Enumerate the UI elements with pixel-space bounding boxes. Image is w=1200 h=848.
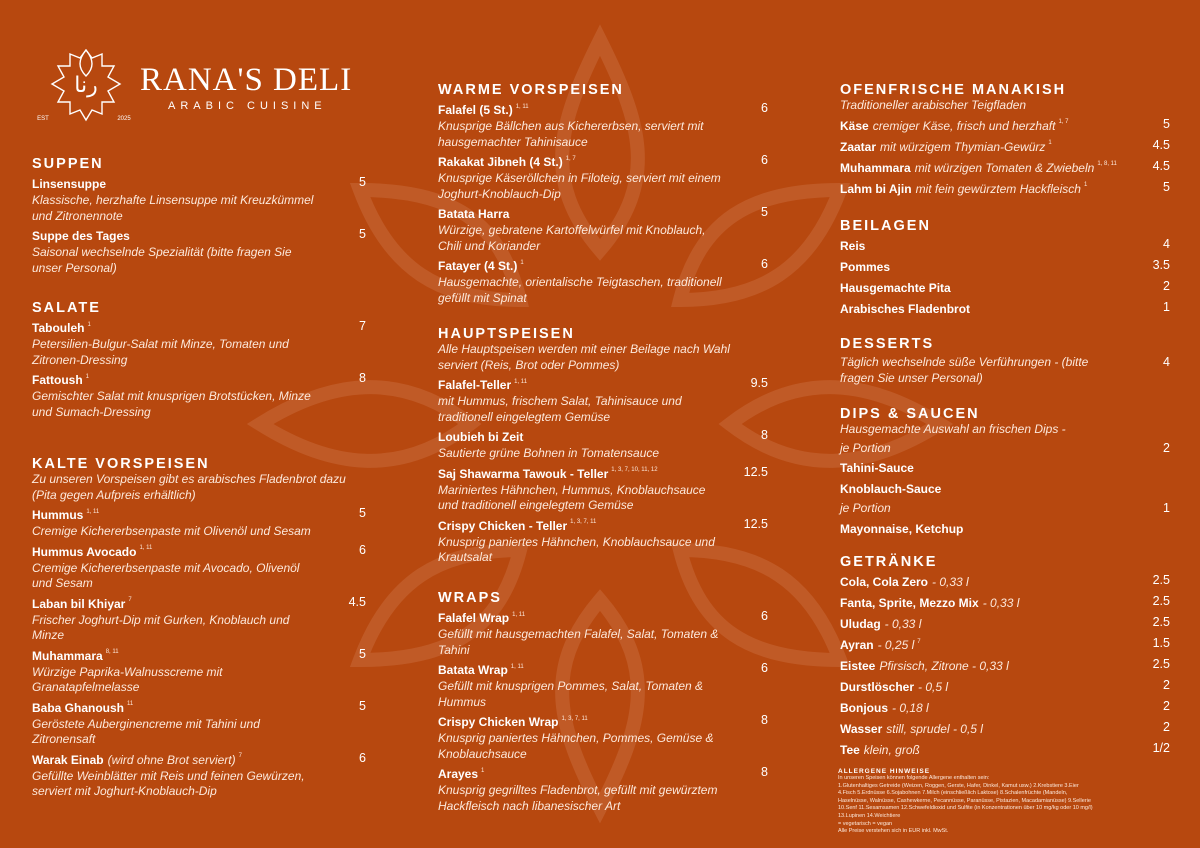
item-price: 6 [761, 153, 768, 167]
item-note: - 0,33 l [884, 617, 922, 631]
section-title: OFENFRISCHE MANAKISH [840, 82, 1067, 98]
item-line [840, 258, 1124, 276]
item-name: Loubieh bi Zeit [438, 430, 524, 444]
item-note: Pfirsisch, Zitrone - 0,33 l [879, 659, 1009, 673]
item-line [840, 594, 1124, 612]
allergen-codes: 1 [481, 767, 485, 774]
item-line [32, 371, 320, 389]
menu-item [840, 657, 1170, 675]
item-line [840, 138, 1124, 156]
menu-section [840, 82, 1170, 198]
item-name: Durstlöscher [840, 680, 915, 694]
menu-item [840, 138, 1170, 156]
item-name: Crispy Chicken Wrap [438, 715, 559, 729]
menu-section [438, 82, 768, 306]
item-line [438, 609, 722, 627]
item-line [438, 765, 722, 783]
item-description: Gefüllt mit hausgemachten Falafel, Salat, Tomaten & Tahini [438, 627, 719, 657]
allergen-info [838, 768, 1168, 836]
item-price: 6 [761, 257, 768, 271]
item-name: Fattoush [32, 373, 83, 387]
allergen-codes: 1 [1048, 140, 1052, 147]
item-name: Batata Wrap [438, 663, 508, 677]
item-name: Mayonnaise, Ketchup [840, 521, 964, 536]
item-description: Gemischter Salat mit knusprigen Brotstücken, Minze und Sumach-Dressing [32, 389, 311, 419]
item-line [438, 257, 722, 275]
item-line [840, 699, 1124, 717]
menu-item [840, 501, 1170, 517]
item-line [840, 237, 1124, 255]
item-description: Sautierte grüne Bohnen in Tomatensauce [438, 446, 660, 460]
item-line [840, 573, 1124, 591]
item-price: 5 [1163, 179, 1170, 194]
item-name: Fanta, Sprite, Mezzo Mix [840, 596, 979, 610]
item-name: Falafel Wrap [438, 611, 510, 625]
allergen-line: 1.Glutenhaltiges Getreide (Weizen, Roggen, Gerste, Hafer, Dinkel, Kamut usw.) 2.Krebstiere 3.Eier [838, 782, 1079, 789]
allergen-codes: 1, 3, 7, 11 [570, 519, 597, 526]
item-note: - 0,5 l [918, 680, 949, 694]
menu-item [438, 609, 768, 658]
section-title: WRAPS [438, 590, 502, 606]
allergen-title: ALLERGENE HINWEISE [838, 768, 931, 775]
item-note: klein, groß [863, 743, 920, 757]
allergen-line: 4.Fisch 5.Erdnüsse 6.Sojabohnen 7.Milch (einschließlich Laktose) 8.Schalenfrüchte (Mandeln, [838, 790, 1068, 797]
item-description: Gefüllt mit knusprigen Pommes, Salat, Tomaten & Hummus [438, 679, 704, 709]
item-note: - 0,33 l [932, 575, 969, 589]
item-line [840, 459, 1124, 477]
item-name: Hummus Avocado [32, 544, 137, 559]
item-description: Knusprige Käseröllchen in Filoteig, serviert mit einem Joghurt-Knoblauch-Dip [438, 171, 721, 201]
item-price: 4.5 [348, 594, 366, 609]
item-name: Wasser [840, 722, 883, 736]
item-price: 2 [1163, 699, 1170, 713]
item-line [438, 101, 722, 119]
item-name: Batata Harra [438, 207, 510, 221]
menu-item [438, 205, 768, 254]
menu-item [32, 175, 366, 224]
section-title: SUPPEN [32, 156, 104, 172]
item-description: Klassische, herzhafte Linsensuppe mit Kreuzkümmel und Zitronennote [32, 193, 314, 223]
menu-section [840, 218, 1170, 318]
item-line [32, 595, 320, 613]
item-line [438, 465, 722, 483]
allergen-codes: 7 [128, 597, 132, 604]
menu-item [840, 741, 1170, 759]
item-name: Knoblauch-Sauce [840, 482, 942, 496]
allergen-line: 13.Lupinen 14.Weichtiere [838, 812, 901, 819]
menu-item [32, 543, 366, 592]
item-name: Uludag [840, 617, 881, 631]
section-title: DIPS & SAUCEN [840, 406, 980, 422]
menu-item [840, 258, 1170, 276]
item-name: Baba Ghanoush [32, 700, 125, 715]
allergen-codes: 1, 11 [515, 103, 529, 110]
menu-item [32, 506, 366, 540]
menu-item [32, 751, 366, 800]
item-name: Saj Shawarma Tawouk - Teller [438, 466, 609, 481]
item-line [438, 713, 722, 731]
item-price: 6 [761, 609, 768, 623]
brand-est: EST [37, 116, 49, 122]
item-note: mit fein gewürztem Hackfleisch [915, 181, 1081, 196]
item-line [840, 480, 1124, 498]
menu-item [840, 159, 1170, 177]
item-line [840, 279, 1124, 297]
menu-section [32, 456, 366, 800]
item-line [32, 175, 320, 193]
item-line [840, 520, 1124, 538]
menu-item [32, 319, 366, 368]
item-note: still, sprudel - 0,5 l [886, 722, 983, 736]
item-description: Saisonal wechselnde Spezialität (bitte fragen Sie unser Personal) [32, 245, 292, 275]
item-line [438, 376, 722, 394]
item-price: 2 [1163, 720, 1170, 734]
menu-item [840, 117, 1170, 135]
item-name: Rakakat Jibneh (4 St.) [438, 155, 563, 169]
item-name: Lahm bi Ajin [840, 181, 912, 196]
item-price: 5 [761, 205, 768, 219]
menu-item [32, 595, 366, 644]
allergen-codes: 1 [1083, 182, 1088, 189]
item-line [840, 180, 1124, 198]
item-price: 2 [1163, 678, 1170, 692]
section-subtitle: Zu unseren Vorspeisen gibt es arabisches Fladenbrot dazu (Pita gegen Aufpreis erhältlich) [32, 472, 346, 502]
item-name: Arabisches Fladenbrot [840, 302, 971, 316]
menu-section [32, 156, 366, 276]
item-description: Knusprige Bällchen aus Kichererbsen, serviert mit hausgemachter Tahinisauce [438, 119, 704, 149]
item-note: mit würzigem Thymian-Gewürz [880, 139, 1046, 154]
item-name: Cola, Cola Zero [840, 575, 929, 589]
item-name: Bonjous [840, 701, 888, 715]
item-name: Falafel-Teller [438, 378, 512, 392]
item-price: 12.5 [743, 516, 768, 531]
allergen-codes: 1 [87, 321, 91, 328]
item-name: Eistee [840, 659, 876, 673]
allergen-codes: 1, 3, 7, 11 [561, 715, 588, 722]
item-line [438, 428, 722, 446]
item-name: Warak Einab [32, 752, 104, 767]
menu-item [840, 441, 1170, 457]
svg-text:رنا: رنا [74, 73, 98, 98]
item-name: Pommes [840, 260, 891, 274]
section-title: BEILAGEN [840, 218, 931, 234]
menu-item [840, 720, 1170, 738]
item-price: 3.5 [1152, 258, 1170, 272]
menu-section [32, 300, 366, 420]
item-price: 6 [761, 101, 768, 115]
item-description: je Portion [840, 440, 891, 455]
item-price: 1 [1163, 300, 1170, 314]
item-price: 4 [1163, 237, 1170, 251]
item-note: cremiger Käse, frisch und herzhaft [872, 118, 1056, 133]
item-line [32, 543, 320, 561]
item-name: Crispy Chicken - Teller [438, 518, 568, 533]
section-title: SALATE [32, 300, 101, 316]
item-description: Würzige Paprika-Walnusscreme mit Granatapfelmelasse [32, 664, 223, 694]
item-description: Knusprig paniertes Hähnchen, Knoblauchsauce und Krautsalat [438, 534, 715, 564]
item-price: 2 [1163, 279, 1170, 293]
item-name: Tee [840, 743, 860, 757]
item-price: 2.5 [1152, 594, 1170, 608]
item-price: 6 [761, 661, 768, 675]
allergen-codes: 11 [127, 701, 134, 708]
item-price: 1 [1163, 501, 1170, 515]
item-name: Hausgemachte Pita [840, 281, 951, 295]
item-price: 4.5 [1152, 158, 1170, 173]
item-description: mit Hummus, frischem Salat, Tahinisauce und traditionell eingelegtem Gemüse [438, 394, 682, 424]
menu-item [438, 153, 768, 202]
menu-item [438, 661, 768, 710]
menu-item [32, 371, 366, 420]
item-price: 2.5 [1152, 615, 1170, 629]
item-line [438, 661, 722, 679]
section-title: WARME VORSPEISEN [438, 82, 624, 98]
allergen-codes: 1, 3, 7, 10, 11, 12 [611, 467, 658, 474]
item-price: 4 [1163, 355, 1170, 369]
allergen-codes: 8, 11 [105, 649, 119, 656]
item-line [840, 615, 1124, 633]
item-name: Linsensuppe [32, 177, 107, 191]
item-line [840, 657, 1124, 675]
item-price: 8 [761, 765, 768, 779]
item-name: Muhammara [32, 648, 103, 663]
menu-item [840, 573, 1170, 591]
item-name: Ayran [840, 638, 874, 652]
item-note: (wird ohne Brot serviert) [107, 752, 236, 767]
menu-item [840, 699, 1170, 717]
menu-item [840, 279, 1170, 297]
menu-item [840, 355, 1170, 386]
item-note: mit würzigen Tomaten & Zwiebeln [914, 160, 1095, 175]
item-description: Mariniertes Hähnchen, Hummus, Knoblauchsauce und traditionell eingelegtem Gemüse [438, 482, 706, 512]
item-price: 7 [359, 319, 366, 333]
allergen-codes: 1, 11 [512, 611, 526, 618]
allergen-line: 10.Senf 11.Sesamsamen 12.Schwefeldioxid und Sulfite (in Konzentrationen über 10 mg/kg oder 10 mg/l) [838, 805, 1093, 812]
item-description: Cremige Kichererbsenpaste mit Olivenöl und Sesam [32, 524, 311, 538]
item-line [840, 720, 1124, 738]
section-title: DESSERTS [840, 336, 935, 352]
item-price: 8 [761, 713, 768, 727]
item-line [32, 751, 320, 769]
item-line [32, 319, 320, 337]
item-line [840, 159, 1124, 177]
item-line [32, 647, 320, 665]
item-note: - 0,18 l [892, 701, 929, 715]
item-line [32, 506, 320, 524]
item-description: Knusprig gegrilltes Fladenbrot, gefüllt mit gewürztem Hackfleisch nach libanesischer Art [438, 783, 718, 813]
allergen-codes: 1, 11 [86, 508, 100, 515]
item-name: Laban bil Khiyar [32, 596, 126, 611]
item-description: je Portion [840, 501, 891, 515]
menu-item [840, 636, 1170, 654]
allergen-codes: 1, 8, 11 [1097, 161, 1117, 168]
item-price: 6 [359, 750, 366, 765]
menu-section [438, 590, 768, 814]
item-price: 2.5 [1152, 573, 1170, 587]
menu-item [32, 647, 366, 696]
item-description: Würzige, gebratene Kartoffelwürfel mit Knoblauch, Chili und Koriander [438, 223, 706, 253]
menu-item [32, 227, 366, 276]
item-description: Täglich wechselnde süße Verführungen - (bitte fragen Sie unser Personal) [840, 355, 1089, 385]
item-name: Zaatar [840, 139, 877, 154]
item-line [32, 227, 320, 245]
allergen-codes: 1, 11 [139, 545, 153, 552]
item-price: 5 [359, 227, 366, 241]
item-line [438, 205, 722, 223]
menu-item [840, 520, 1170, 538]
menu-item [438, 713, 768, 762]
section-title: HAUPTSPEISEN [438, 326, 575, 342]
item-name: Tahini-Sauce [840, 461, 914, 475]
item-line [840, 636, 1124, 654]
allergen-line: In unseren Speisen können folgende Allergene enthalten sein: [838, 775, 990, 781]
menu-item [438, 765, 768, 814]
menu-section [840, 336, 1170, 386]
item-price: 12.5 [743, 464, 768, 479]
item-description: Hausgemachte, orientalische Teigtaschen, traditionell gefüllt mit Spinat [438, 275, 722, 305]
item-name: Suppe des Tages [32, 229, 130, 243]
section-title: KALTE VORSPEISEN [32, 456, 210, 472]
item-description: Frischer Joghurt-Dip mit Gurken, Knoblauch und Minze [32, 612, 290, 642]
allergen-codes: 1, 11 [514, 378, 528, 385]
item-name: Käse [840, 118, 869, 133]
item-line [840, 300, 1124, 318]
menu-item [840, 480, 1170, 498]
item-price: 8 [761, 428, 768, 442]
brand-year: 2025 [117, 116, 131, 122]
item-name: Falafel (5 St.) [438, 103, 513, 117]
menu-section [840, 554, 1170, 759]
item-price: 2.5 [1152, 657, 1170, 671]
item-price: 5 [359, 646, 366, 661]
item-name: Muhammara [840, 160, 911, 175]
menu-item [840, 678, 1170, 696]
item-note: - 0,25 l [877, 638, 915, 652]
item-line [840, 117, 1124, 135]
item-price: 5 [359, 506, 366, 520]
item-description: Geröstete Auberginencreme mit Tahini und Zitronensaft [32, 716, 260, 746]
item-price: 2 [1163, 440, 1170, 455]
item-name: Arayes [438, 767, 479, 781]
menu-item [438, 376, 768, 425]
brand-name: RANA'S DELI [140, 62, 353, 98]
item-name: Fatayer (4 St.) [438, 259, 518, 273]
allergen-line: Alle Preise verstehen sich in EUR inkl. MwSt. [838, 828, 949, 835]
section-subtitle: Alle Hauptspeisen werden mit einer Beilage nach Wahl serviert (Reis, Brot oder Pommes) [438, 342, 730, 372]
item-price: 5 [359, 175, 366, 189]
allergen-codes: 1, 7 [565, 155, 576, 162]
item-line [840, 741, 1124, 759]
allergen-codes: 7 [917, 638, 921, 645]
brand-logo [36, 44, 366, 130]
allergen-codes: 1, 7 [1058, 119, 1069, 126]
menu-item [840, 594, 1170, 612]
menu-item [438, 465, 768, 514]
item-description: Knusprig paniertes Hähnchen, Pommes, Gemüse & Knoblauchsauce [438, 731, 714, 761]
item-price: 5 [1163, 116, 1170, 131]
section-subtitle: Traditioneller arabischer Teigfladen [840, 98, 1027, 112]
brand-tagline: ARABIC CUISINE [168, 100, 327, 112]
menu-item [840, 180, 1170, 198]
allergen-line: = vegetarisch = vegan [838, 820, 893, 827]
section-subtitle: Hausgemachte Auswahl an frischen Dips - [840, 422, 1066, 436]
item-line [438, 153, 722, 171]
item-description: Petersilien-Bulgur-Salat mit Minze, Tomaten und Zitronen-Dressing [32, 337, 289, 367]
allergen-codes: 1 [85, 373, 90, 380]
item-line [840, 678, 1124, 696]
allergen-codes: 1, 11 [510, 663, 524, 670]
item-name: Tabouleh [32, 321, 85, 335]
item-line [438, 517, 722, 535]
item-price: 4.5 [1152, 137, 1170, 152]
menu-section [840, 406, 1170, 538]
menu-item [840, 300, 1170, 318]
allergen-codes: 7 [238, 753, 242, 760]
item-description: Gefüllte Weinblätter mit Reis und feinen Gewürzen, serviert mit Joghurt-Knoblauch-Dip [32, 768, 305, 798]
item-price: 1.5 [1152, 636, 1170, 650]
section-title: GETRÄNKE [840, 554, 938, 570]
item-price: 1/2 [1152, 741, 1170, 755]
menu-item [438, 517, 768, 566]
menu-item [840, 615, 1170, 633]
menu-item [438, 101, 768, 150]
item-line [32, 699, 320, 717]
menu-item [32, 699, 366, 748]
item-name: Hummus [32, 508, 84, 522]
menu-item [438, 428, 768, 462]
menu-item [840, 459, 1170, 477]
item-description: Cremige Kichererbsenpaste mit Avocado, Olivenöl und Sesam [32, 560, 300, 590]
item-name: Reis [840, 239, 866, 253]
item-note: - 0,33 l [982, 596, 1020, 610]
allergen-line: Haselnüsse, Walnüsse, Cashewkerne, Pecannüsse, Paranüsse, Pistazien, Macadamianüsse) 9.Sellerie [838, 797, 1091, 804]
item-price: 8 [359, 371, 366, 385]
allergen-codes: 1 [520, 259, 524, 266]
item-price: 6 [359, 542, 366, 557]
item-price: 5 [359, 698, 366, 713]
menu-section [438, 326, 768, 566]
item-price: 9.5 [750, 376, 768, 390]
menu-item [840, 237, 1170, 255]
menu-item [438, 257, 768, 306]
